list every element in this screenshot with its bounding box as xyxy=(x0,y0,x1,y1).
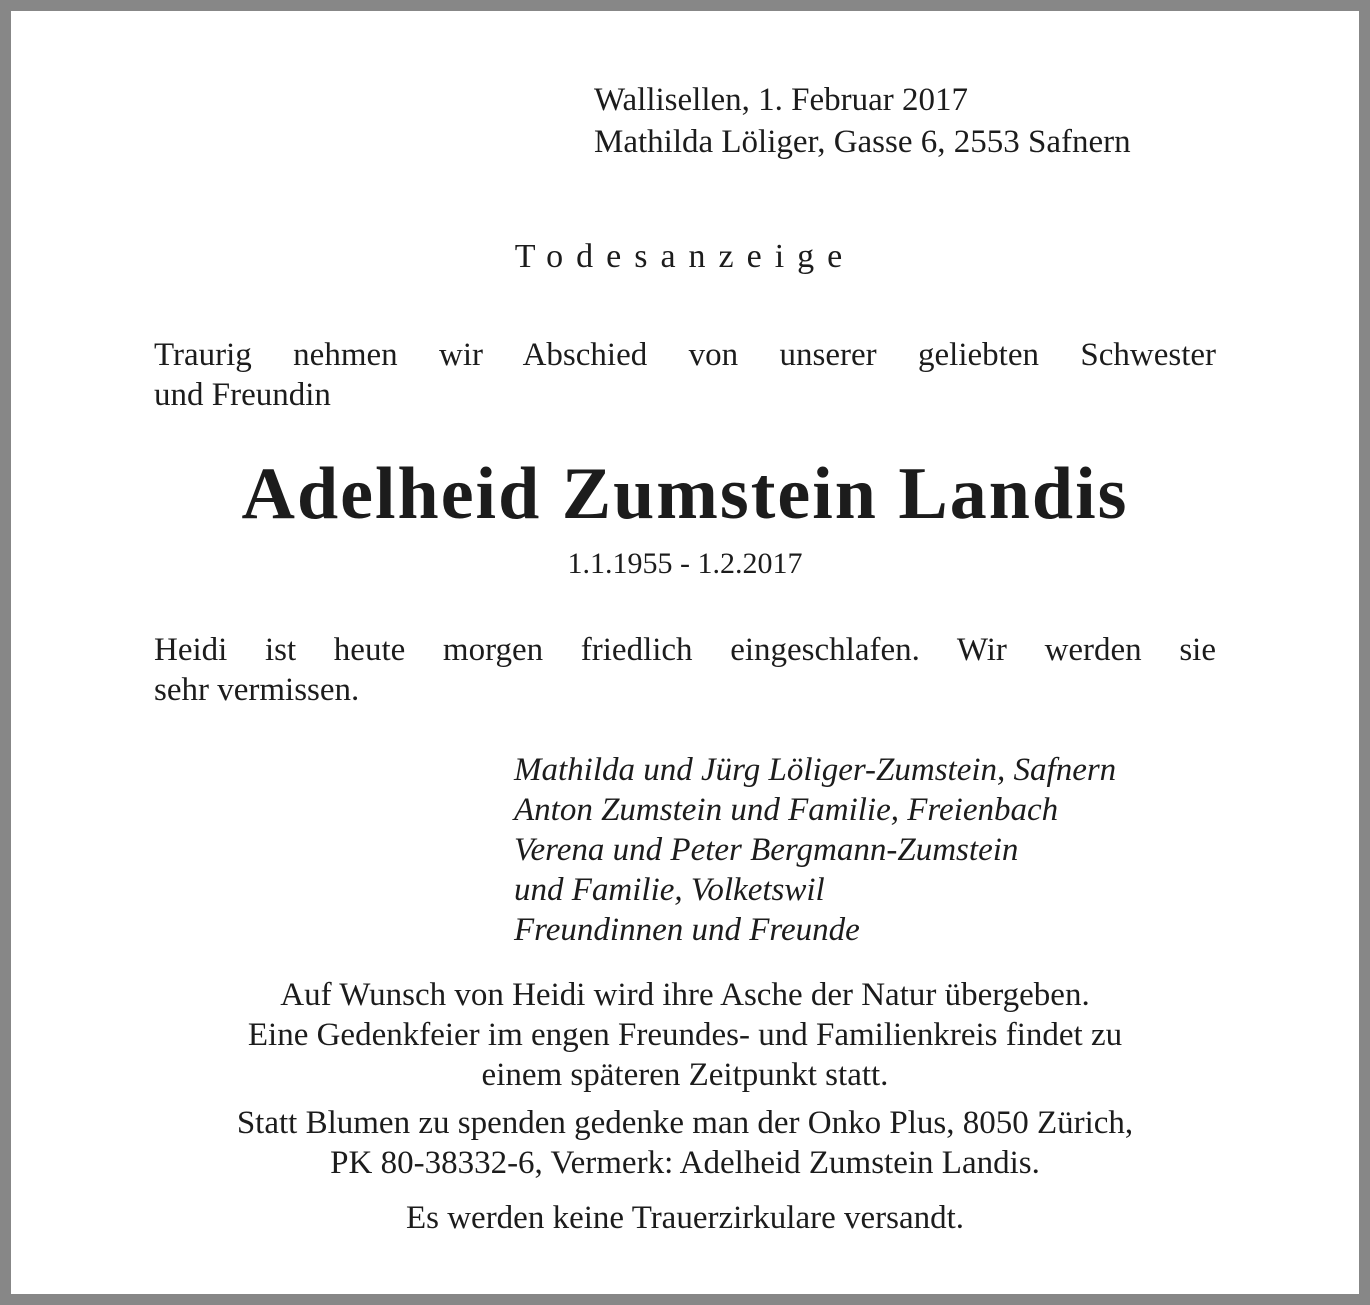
message-line: sehr vermissen. xyxy=(154,672,360,708)
intro-paragraph xyxy=(154,335,1216,415)
deceased-name: Adelheid Zumstein Landis xyxy=(241,453,1129,535)
message-line: Heidi ist heute morgen friedlich eingeschlafen. Wir werden sie xyxy=(154,632,1216,668)
life-dates: 1.1.1955 - 1.2.2017 xyxy=(567,547,803,580)
donation-line: Statt Blumen zu spenden gedenke man der Onko Plus, 8050 Zürich, xyxy=(236,1105,1134,1141)
mourner-line: Anton Zumstein und Familie, Freienbach xyxy=(514,792,1059,828)
mourner-line: und Familie, Volketswil xyxy=(514,872,825,908)
donation-line: PK 80-38332-6, Vermerk: Adelheid Zumstein Landis. xyxy=(330,1145,1040,1181)
intro-line: Traurig nehmen wir Abschied von unserer geliebten Schwester xyxy=(154,337,1216,373)
dateline-contact-address: Mathilda Löliger, Gasse 6, 2553 Safnern xyxy=(594,124,1131,160)
donation-paragraph xyxy=(154,1103,1216,1183)
message-paragraph xyxy=(154,630,1216,710)
dateline-block xyxy=(594,79,1216,163)
closing-note: Es werden keine Trauerzirkulare versandt. xyxy=(405,1200,965,1236)
mourner-line: Mathilda und Jürg Löliger-Zumstein, Safnern xyxy=(514,752,1117,788)
notice-heading: Todesanzeige xyxy=(514,238,856,275)
ceremony-line: Auf Wunsch von Heidi wird ihre Asche der Natur übergeben. xyxy=(280,977,1090,1013)
mourner-line: Verena und Peter Bergmann-Zumstein xyxy=(514,832,1019,868)
dateline-place-date: Wallisellen, 1. Februar 2017 xyxy=(594,82,969,118)
mourner-line: Freundinnen und Freunde xyxy=(514,912,860,948)
ceremony-line: Eine Gedenkfeier im engen Freundes- und Familienkreis findet zu xyxy=(247,1017,1123,1053)
ceremony-paragraph xyxy=(154,975,1216,1095)
intro-line: und Freundin xyxy=(154,377,331,413)
mourners-list xyxy=(514,750,1216,950)
ceremony-line: einem späteren Zeitpunkt statt. xyxy=(481,1057,889,1093)
obituary-content xyxy=(11,11,1359,1294)
